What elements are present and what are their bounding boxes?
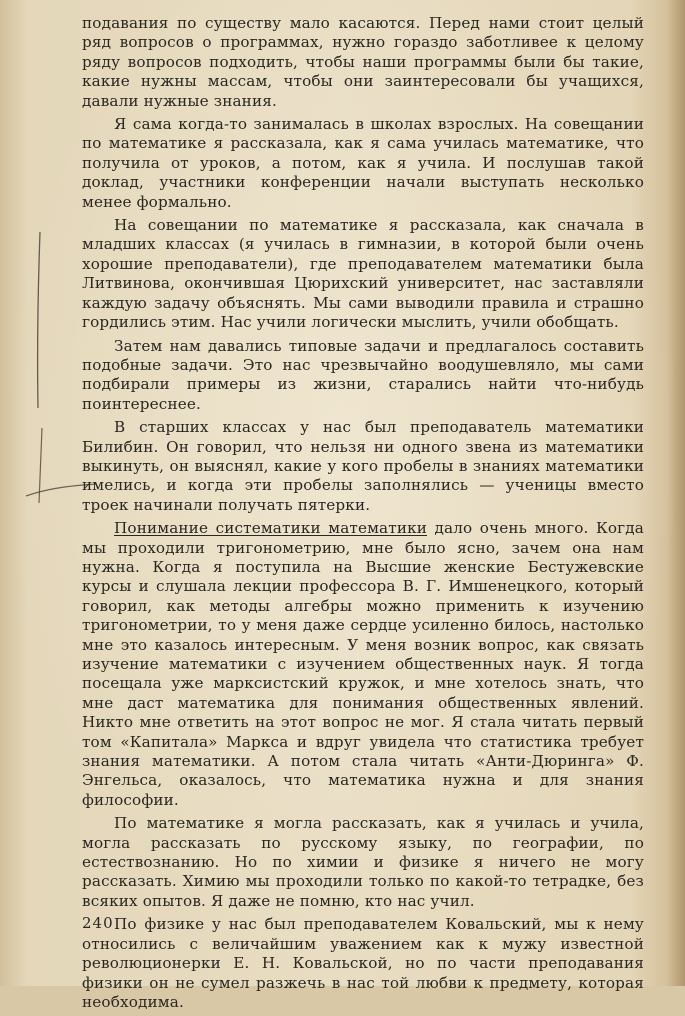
paragraph: По физике у нас был преподавателем Ковальский, мы к нему относились с величайшим уважением как к мужу известной революционерки Е. Н. Ковальской, но по части преподавания физики он не сумел разжечь в нас той любви к предмету, которая необходима. xyxy=(82,915,644,1011)
paragraph: Затем нам давались типовые задачи и предлагалось составить подобные задачи. Это нас чрезвычайно воодушевляло, мы сами подбирали примеры из жизни, старались найти что-нибудь поинтереснее. xyxy=(82,336,644,413)
paragraph: По математике я могла рассказать, как я училась и учила, могла рассказать по русскому языку, по географии, по естествознанию. Но по химии и физике я ничего не могу рассказать. Химию мы проходили только по какой-то тетрадке, без всяких опытов. Я даже не помню, кто нас учил. xyxy=(82,814,644,910)
paragraph: подавания по существу мало касаются. Перед нами стоит целый ряд вопросов о программах, нужно гораздо заботливее к целому ряду вопросов подходить, чтобы наши программы были бы такие, какие нужны массам, чтобы они заинтересовали бы учащихся, давали нужные знания. xyxy=(82,14,644,110)
page-edge-shadow xyxy=(667,0,685,986)
paragraph-continuation: дало очень много. Когда мы проходили тригонометрию, мне было ясно, зачем она нам нужна. Когда я поступила на Высшие женские Бестужевские курсы и слушала лекции профессора В. Г. Имшенецкого, который говорил, как методы алгебры можно применить к изучению тригонометрии, то у меня даже сердце усиленно билось, настолько мне это казалось интересным. У меня возник вопрос, как связать изучение математики с изучением общественных наук. Я тогда посещала уже марксистский кружок, и мне хотелось знать, что мне даст математика для понимания общественных явлений. Никто мне ответить на этот вопрос не мог. Я стала читать первый том «Капитала» Маркса и вдруг увидела что статистика требует знания математики. А потом стала читать «Анти-Дюринга» Ф. Энгельса, оказалось, что математика нужна и для знания философии. xyxy=(82,519,644,809)
main-text xyxy=(82,14,644,1016)
paragraph: Я сама когда-то занималась в школах взрослых. На совещании по математике я рассказала, как я сама училась математике, что получила от уроков, а потом, как я учила. И послушав такой доклад, участники конференции начали выступать несколько менее формально. xyxy=(82,115,644,211)
paragraph: На совещании по математике я рассказала, как сначала в младших классах (я училась в гимназии, в которой были очень хорошие преподаватели), где преподавателем математики была Литвинова, окончившая Цюрихский университет, нас заставляли каждую задачу объяснять. Мы сами выводили правила и страшно гордились этим. Нас учили логически мыслить, учили обобщать. xyxy=(82,216,644,332)
page-number: 240 xyxy=(82,914,114,932)
underlined-phrase: Понимание систематики математики xyxy=(114,519,428,538)
paragraph: В старших классах у нас был преподаватель математики Билибин. Он говорил, что нельзя ни одного звена из математики выкинуть, он выяснял, какие у кого пробелы в знаниях математики имелись, и когда эти пробелы заполнялись — ученицы вместо троек начинали получать пятерки. xyxy=(82,418,644,514)
paragraph-underlined-lead xyxy=(82,519,644,810)
